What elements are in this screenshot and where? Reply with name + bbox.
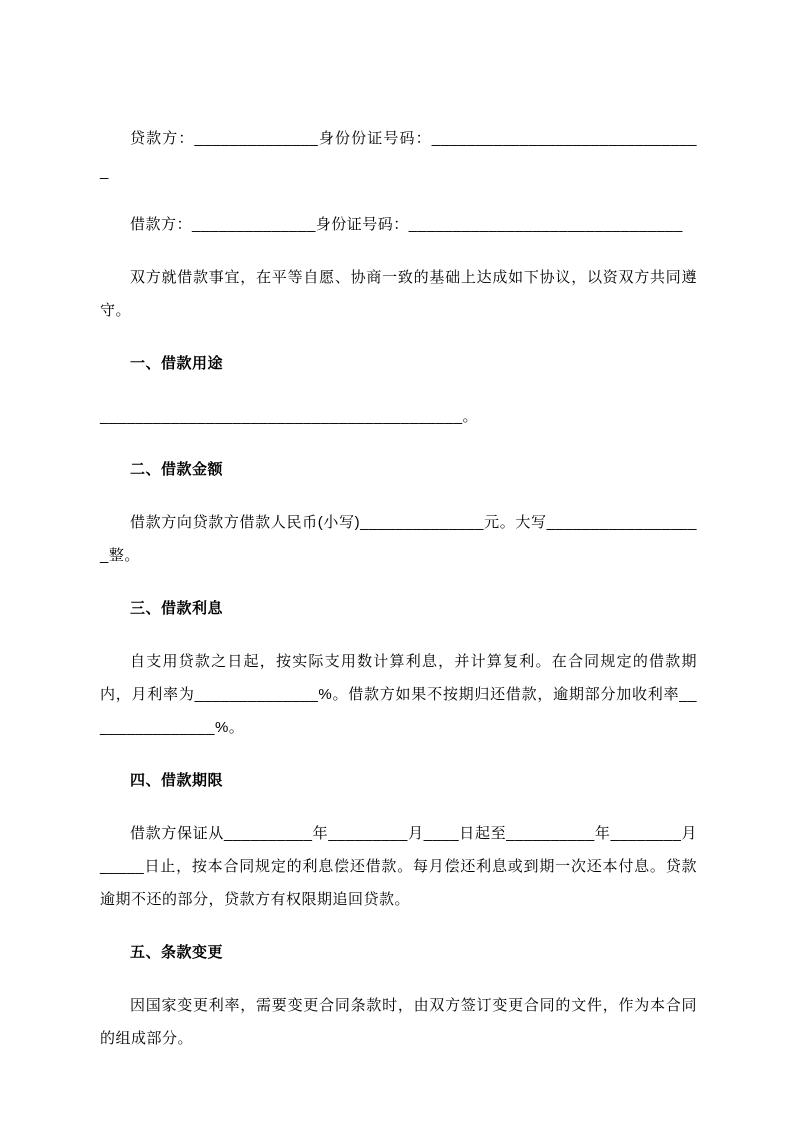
borrower-id-line: 借款方：______________身份证号码：_______________________________ bbox=[130, 216, 683, 233]
section-3-heading-loan-interest: 三、借款利息 bbox=[130, 600, 224, 617]
section-5-heading-terms-change: 五、条款变更 bbox=[130, 944, 224, 961]
section-1-heading-loan-purpose: 一、借款用途 bbox=[130, 355, 224, 372]
loan-interest-paragraph: 自支用贷款之日起，按实际支用数计算利息，并计算复利。在合同规定的借款期内，月利率为______________%。借款方如果不按期归还借款，逾期部分加收利率_______________%。 bbox=[100, 653, 697, 736]
loan-purpose-blank-line: _________________________________________。 bbox=[100, 408, 479, 425]
intro-paragraph: 双方就借款事宜，在平等自愿、协商一致的基础上达成如下协议，以资双方共同遵守。 bbox=[100, 269, 697, 319]
loan-amount-paragraph: 借款方向贷款方借款人民币(小写)______________元。大写__________________整。 bbox=[100, 514, 697, 564]
terms-change-paragraph: 因国家变更利率，需要变更合同条款时，由双方签订变更合同的文件，作为本合同的组成部分。 bbox=[100, 997, 697, 1047]
lender-id-line: 贷款方：______________身份份证号码：_______________________________ bbox=[100, 130, 697, 180]
section-4-heading-loan-term: 四、借款期限 bbox=[130, 772, 224, 789]
loan-term-paragraph: 借款方保证从__________年_________月____日起至__________年________月_____日止，按本合同规定的利息偿还借款。每月偿还利息或到期一次还本付息。贷款逾期不还的部分，贷款方有权限期追回贷款。 bbox=[100, 825, 697, 908]
section-2-heading-loan-amount: 二、借款金额 bbox=[130, 461, 224, 478]
